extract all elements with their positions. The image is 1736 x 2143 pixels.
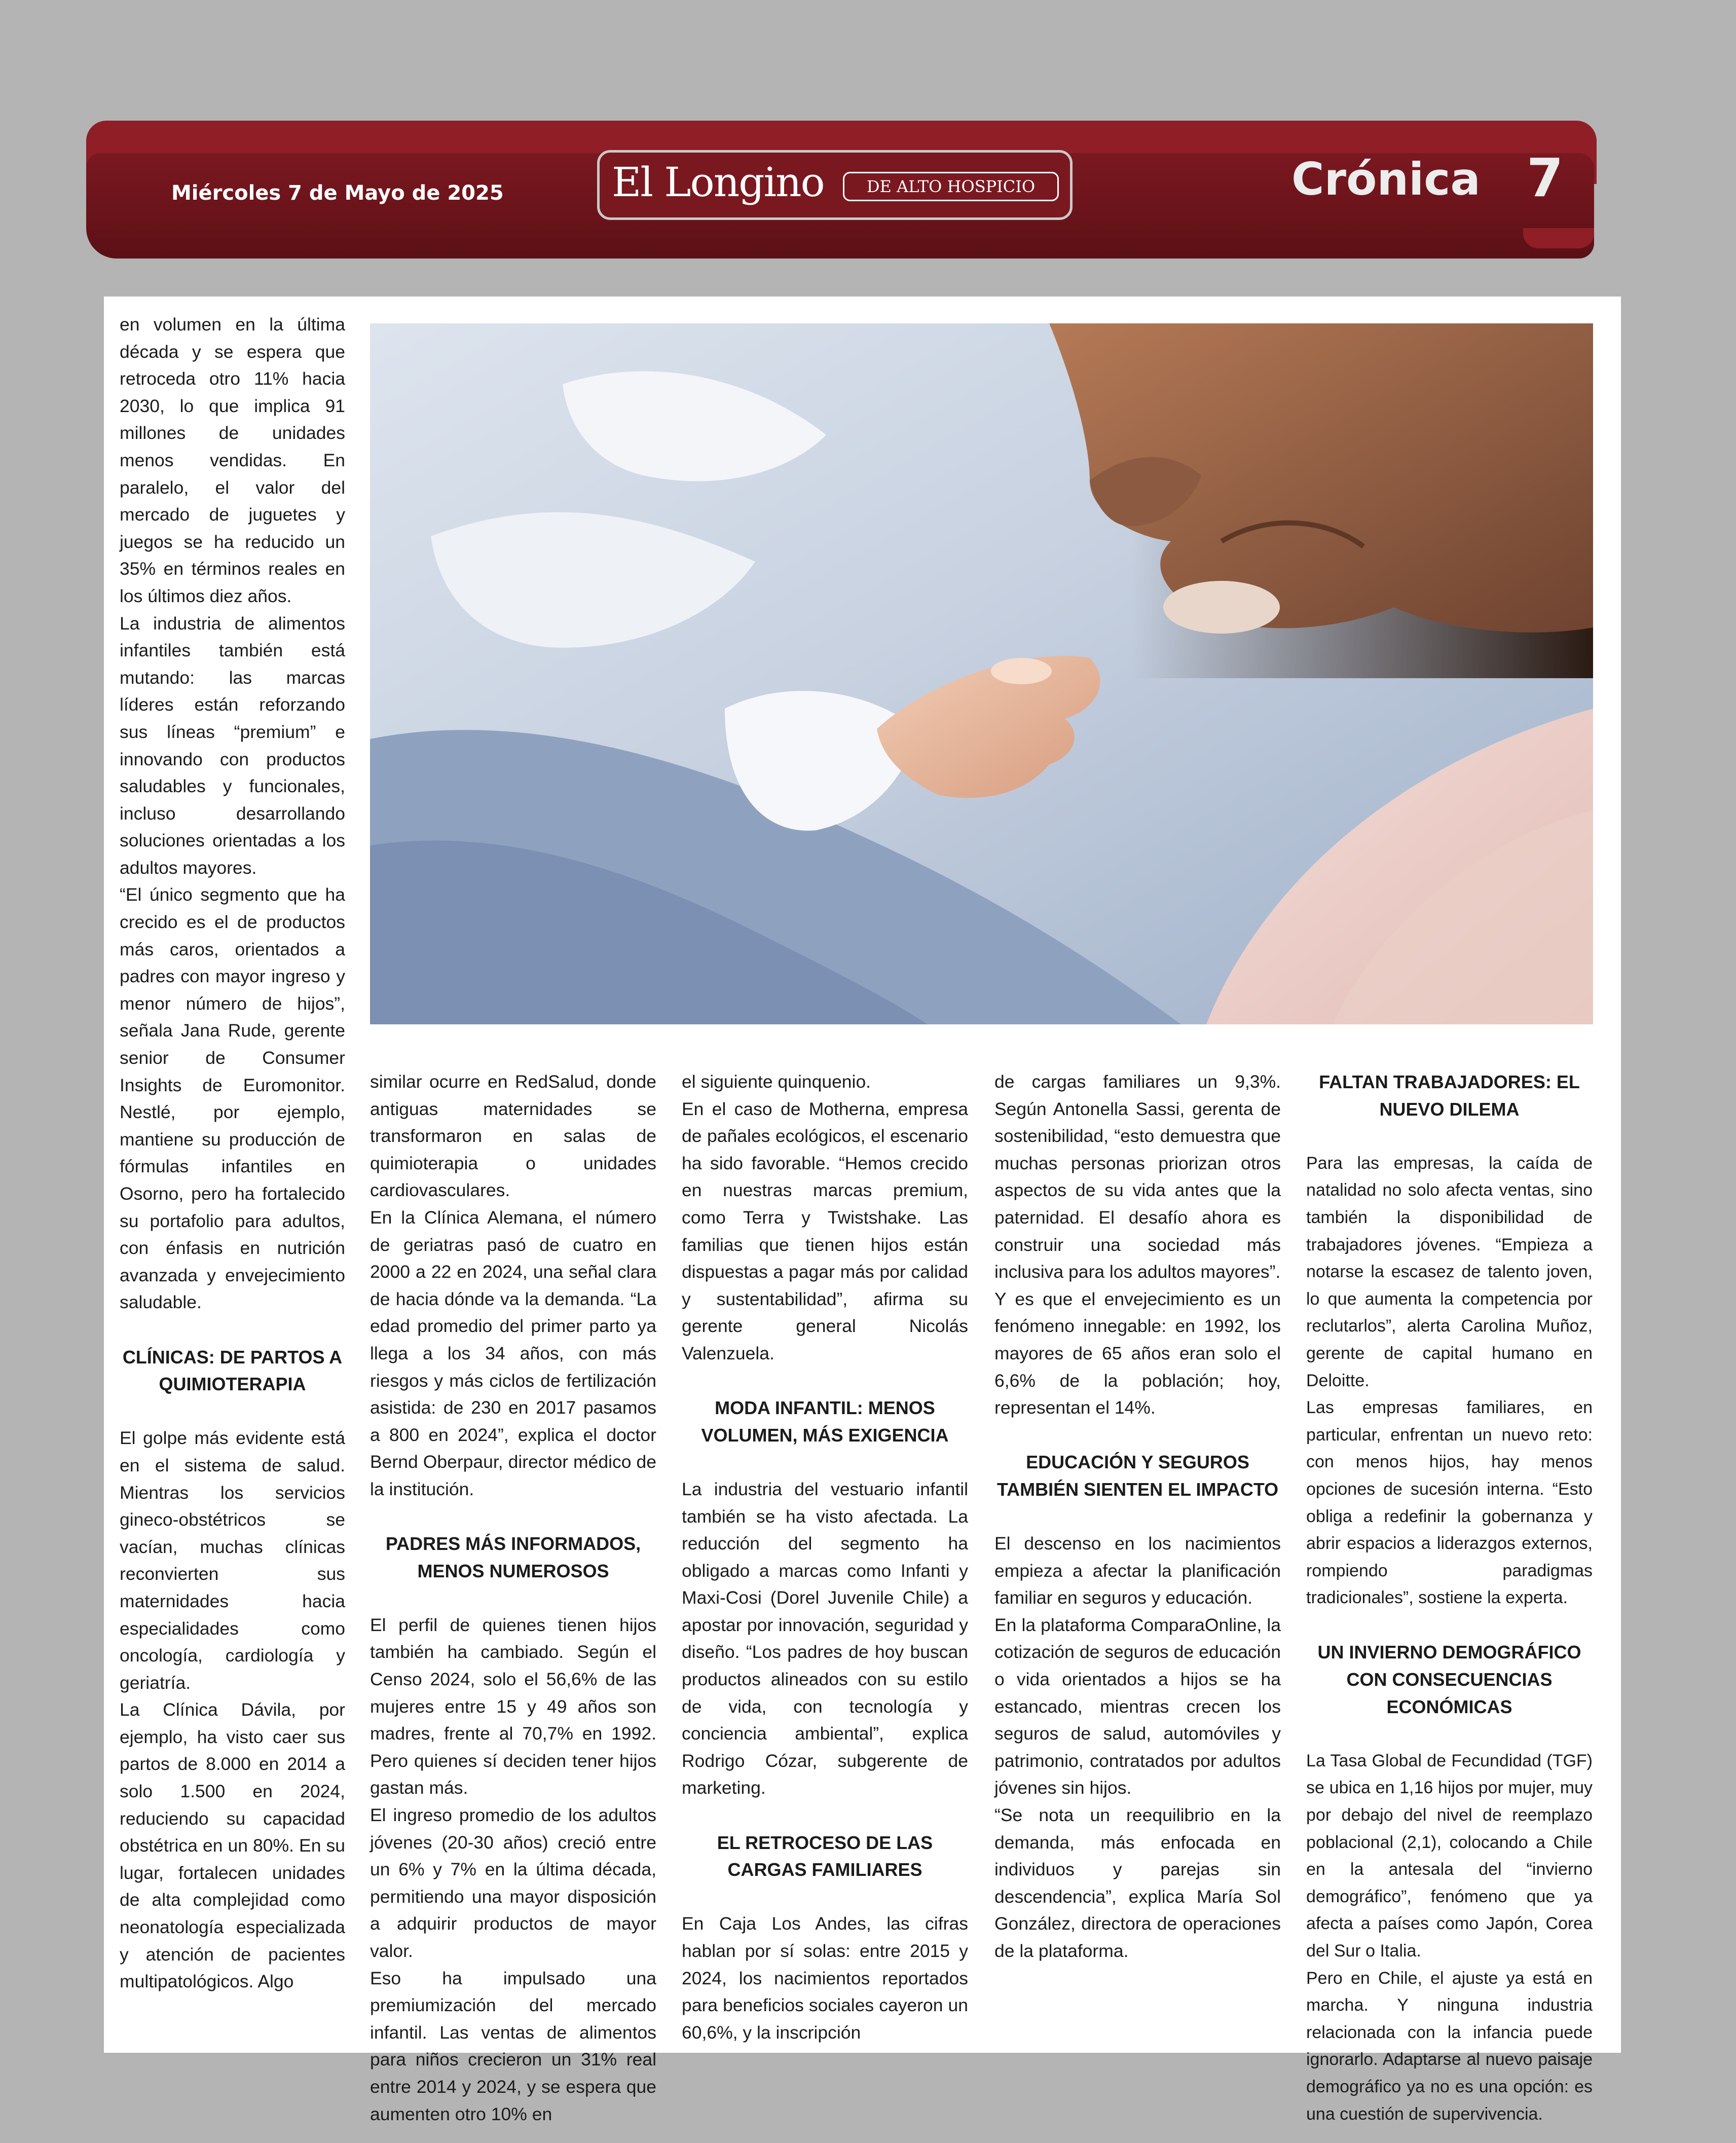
- paragraph: el siguiente quinquenio.: [682, 1072, 871, 1092]
- paragraph: Y es que el envejecimiento es un fenómeno innegable: en 1992, los mayores de 65 años eran solo el 6,6% de la población; hoy, representan el 14%.: [994, 1288, 1281, 1418]
- paragraph: El golpe más evidente está en el sistema de salud. Mientras los servicios gineco-obstétricos se vacían, muchas clínicas reconvierten sus maternidades hacia especialidades como oncología, cardiología y geriatría.: [120, 1428, 345, 1693]
- issue-date: Miércoles 7 de Mayo de 2025: [171, 181, 504, 205]
- subheading: PADRES MÁS INFORMADOS, MENOS NUMEROSOS: [385, 1533, 641, 1581]
- paragraph: El descenso en los nacimientos empieza a afectar la planificación familiar en seguros y educación.: [994, 1533, 1281, 1608]
- section-title: Crónica: [1291, 153, 1481, 205]
- paragraph: La Tasa Global de Fecundidad (TGF) se ubica en 1,16 hijos por mujer, muy por debajo del nivel de reemplazo poblacional (2,1), colocando a Chile en la antesala del “invierno demográfico”, fenómeno que ya afecta a países como Japón, Corea del Sur o Italia.: [1306, 1751, 1593, 1961]
- logo-name: El Longino: [612, 159, 824, 206]
- subheading: EDUCACIÓN Y SEGUROS TAMBIÉN SIENTEN EL IMPACTO: [996, 1452, 1279, 1500]
- logo-tagline: DE ALTO HOSPICIO: [843, 172, 1059, 201]
- article-column-2: [370, 1068, 656, 2128]
- subheading: UN INVIERNO DEMOGRÁFICO CON CONSECUENCIAS ECONÓMICAS: [1317, 1642, 1581, 1717]
- page-number: 7: [1527, 147, 1564, 209]
- paragraph: “El único segmento que ha crecido es el de productos más caros, orientados a padres con mayor ingreso y menor número de hijos”, señala Jana Rude, gerente senior de Consumer Insights de Euromonitor. Nestlé, por ejemplo, mantiene su producción de fórmulas infantiles en Osorno, pero ha fortalecido su portafolio para adultos, con énfasis en nutrición avanzada y envejecimiento saludable.: [120, 884, 345, 1313]
- paragraph: La Clínica Dávila, por ejemplo, ha visto caer sus partos de 8.000 en 2014 a solo 1.500 en 2024, reduciendo su capacidad obstétrica en un 80%. En su lugar, fortalecen unidades de alta complejidad como neonatología especializada y atención de pacientes multipatológicos. Algo: [120, 1699, 345, 1992]
- paragraph: Pero en Chile, el ajuste ya está en marcha. Y ninguna industria relacionada con la infancia puede ignorarlo. Adaptarse al nuevo paisaje demográfico ya no es una opción: es una cuestión de supervivencia.: [1306, 1968, 1593, 2124]
- paragraph: En el caso de Motherna, empresa de pañales ecológicos, el escenario ha sido favorable. “Hemos crecido en nuestras marcas premium, como Terra y Twistshake. Las familias que tienen hijos están dispuestas a pagar más por calidad y sustentabilidad”, afirma su gerente general Nicolás Valenzuela.: [682, 1098, 968, 1363]
- baby-hand-photo: [370, 323, 1593, 1024]
- article-column-5: [1306, 1068, 1593, 2128]
- paragraph: en volumen en la última década y se espera que retroceda otro 11% hacia 2030, lo que implica 91 millones de unidades menos vendidas. En paralelo, el valor del mercado de juguetes y juegos se ha reducido un 35% en términos reales en los últimos diez años.: [120, 314, 345, 606]
- paragraph: “Se nota un reequilibrio en la demanda, más enfocada en individuos y parejas sin descendencia”, explica María Sol González, directora de operaciones de la plataforma.: [994, 1805, 1281, 1961]
- subheading: EL RETROCESO DE LAS CARGAS FAMILIARES: [717, 1832, 933, 1880]
- paragraph: El perfil de quienes tienen hijos también ha cambiado. Según el Censo 2024, solo el 56,6% de las mujeres entre 15 y 49 años son madres, frente al 70,7% en 1992. Pero quienes sí deciden tener hijos gastan más.: [370, 1614, 656, 1798]
- paragraph: La industria de alimentos infantiles también está mutando: las marcas líderes están reforzando sus líneas “premium” e innovando con productos saludables y funcionales, incluso desarrollando soluciones orientadas a los adultos mayores.: [120, 613, 345, 878]
- paragraph: La industria del vestuario infantil también se ha visto afectada. La reducción del segmento ha obligado a marcas como Infanti y Maxi-Cosi (Dorel Juvenile Chile) a apostar por innovación, seguridad y diseño. “Los padres de hoy buscan productos alineados con su estilo de vida, con tecnología y conciencia ambiental”, explica Rodrigo Cózar, subgerente de marketing.: [682, 1479, 968, 1798]
- paragraph: similar ocurre en RedSalud, donde antiguas maternidades se transformaron en salas de quimioterapia o unidades cardiovasculares.: [370, 1072, 656, 1201]
- paragraph: Para las empresas, la caída de natalidad no solo afecta ventas, sino también la disponibilidad de trabajadores jóvenes. “Empieza a notarse la escasez de talento joven, lo que aumenta la competencia por reclutarlos”, alerta Carolina Muñoz, gerente de capital humano en Deloitte.: [1306, 1153, 1593, 1390]
- paragraph: de cargas familiares un 9,3%. Según Antonella Sassi, gerenta de sostenibilidad, “esto demuestra que muchas personas priorizan otros aspectos de su vida antes que la paternidad. El desafío ahora es construir una sociedad más inclusiva para los adultos mayores”.: [994, 1072, 1281, 1282]
- article-column-1: [120, 311, 345, 1996]
- paragraph: En la Clínica Alemana, el número de geriatras pasó de cuatro en 2000 a 22 en 2024, una señal clara de hacia dónde va la demanda. “La edad promedio del primer parto ya llega a los 34 años, con más riesgos y más ciclos de fertilización asistida: de 230 en 2017 pasamos a 800 en 2024”, explica el doctor Bernd Oberpaur, director médico de la institución.: [370, 1207, 656, 1499]
- paragraph: Eso ha impulsado una premiumización del mercado infantil. Las ventas de alimentos para niños crecieron un 31% real entre 2014 y 2024, y se espera que aumenten otro 10% en: [370, 1968, 656, 2124]
- subheading: MODA INFANTIL: MENOS VOLUMEN, MÁS EXIGENCIA: [701, 1397, 949, 1446]
- subheading: CLÍNICAS: DE PARTOS A QUIMIOTERAPIA: [122, 1346, 343, 1395]
- subheading: FALTAN TRABAJADORES: EL NUEVO DILEMA: [1319, 1072, 1580, 1120]
- paragraph: En la plataforma ComparaOnline, la cotización de seguros de educación o vida orientados a hijos se ha estancado, mientras crecen los seguros de salud, automóviles y patrimonio, contratados por adultos jóvenes sin hijos.: [994, 1614, 1281, 1798]
- article-column-3: [682, 1068, 968, 2046]
- newspaper-logo[interactable]: [597, 150, 1073, 220]
- article-column-4: [994, 1068, 1281, 1965]
- paragraph: Las empresas familiares, en particular, enfrentan un nuevo reto: con menos hijos, hay menos opciones de sucesión interna. “Esto obliga a redefinir la gobernanza y abrir espacios a liderazgos externos, rompiendo paradigmas tradicionales”, sostiene la experta.: [1306, 1398, 1593, 1608]
- paragraph: El ingreso promedio de los adultos jóvenes (20-30 años) creció entre un 6% y 7% en la última década, permitiendo una mayor disposición a adquirir productos de mayor valor.: [370, 1805, 656, 1961]
- paragraph: En Caja Los Andes, las cifras hablan por sí solas: entre 2015 y 2024, los nacimientos reportados para beneficios sociales cayeron un 60,6%, y la inscripción: [682, 1913, 968, 2043]
